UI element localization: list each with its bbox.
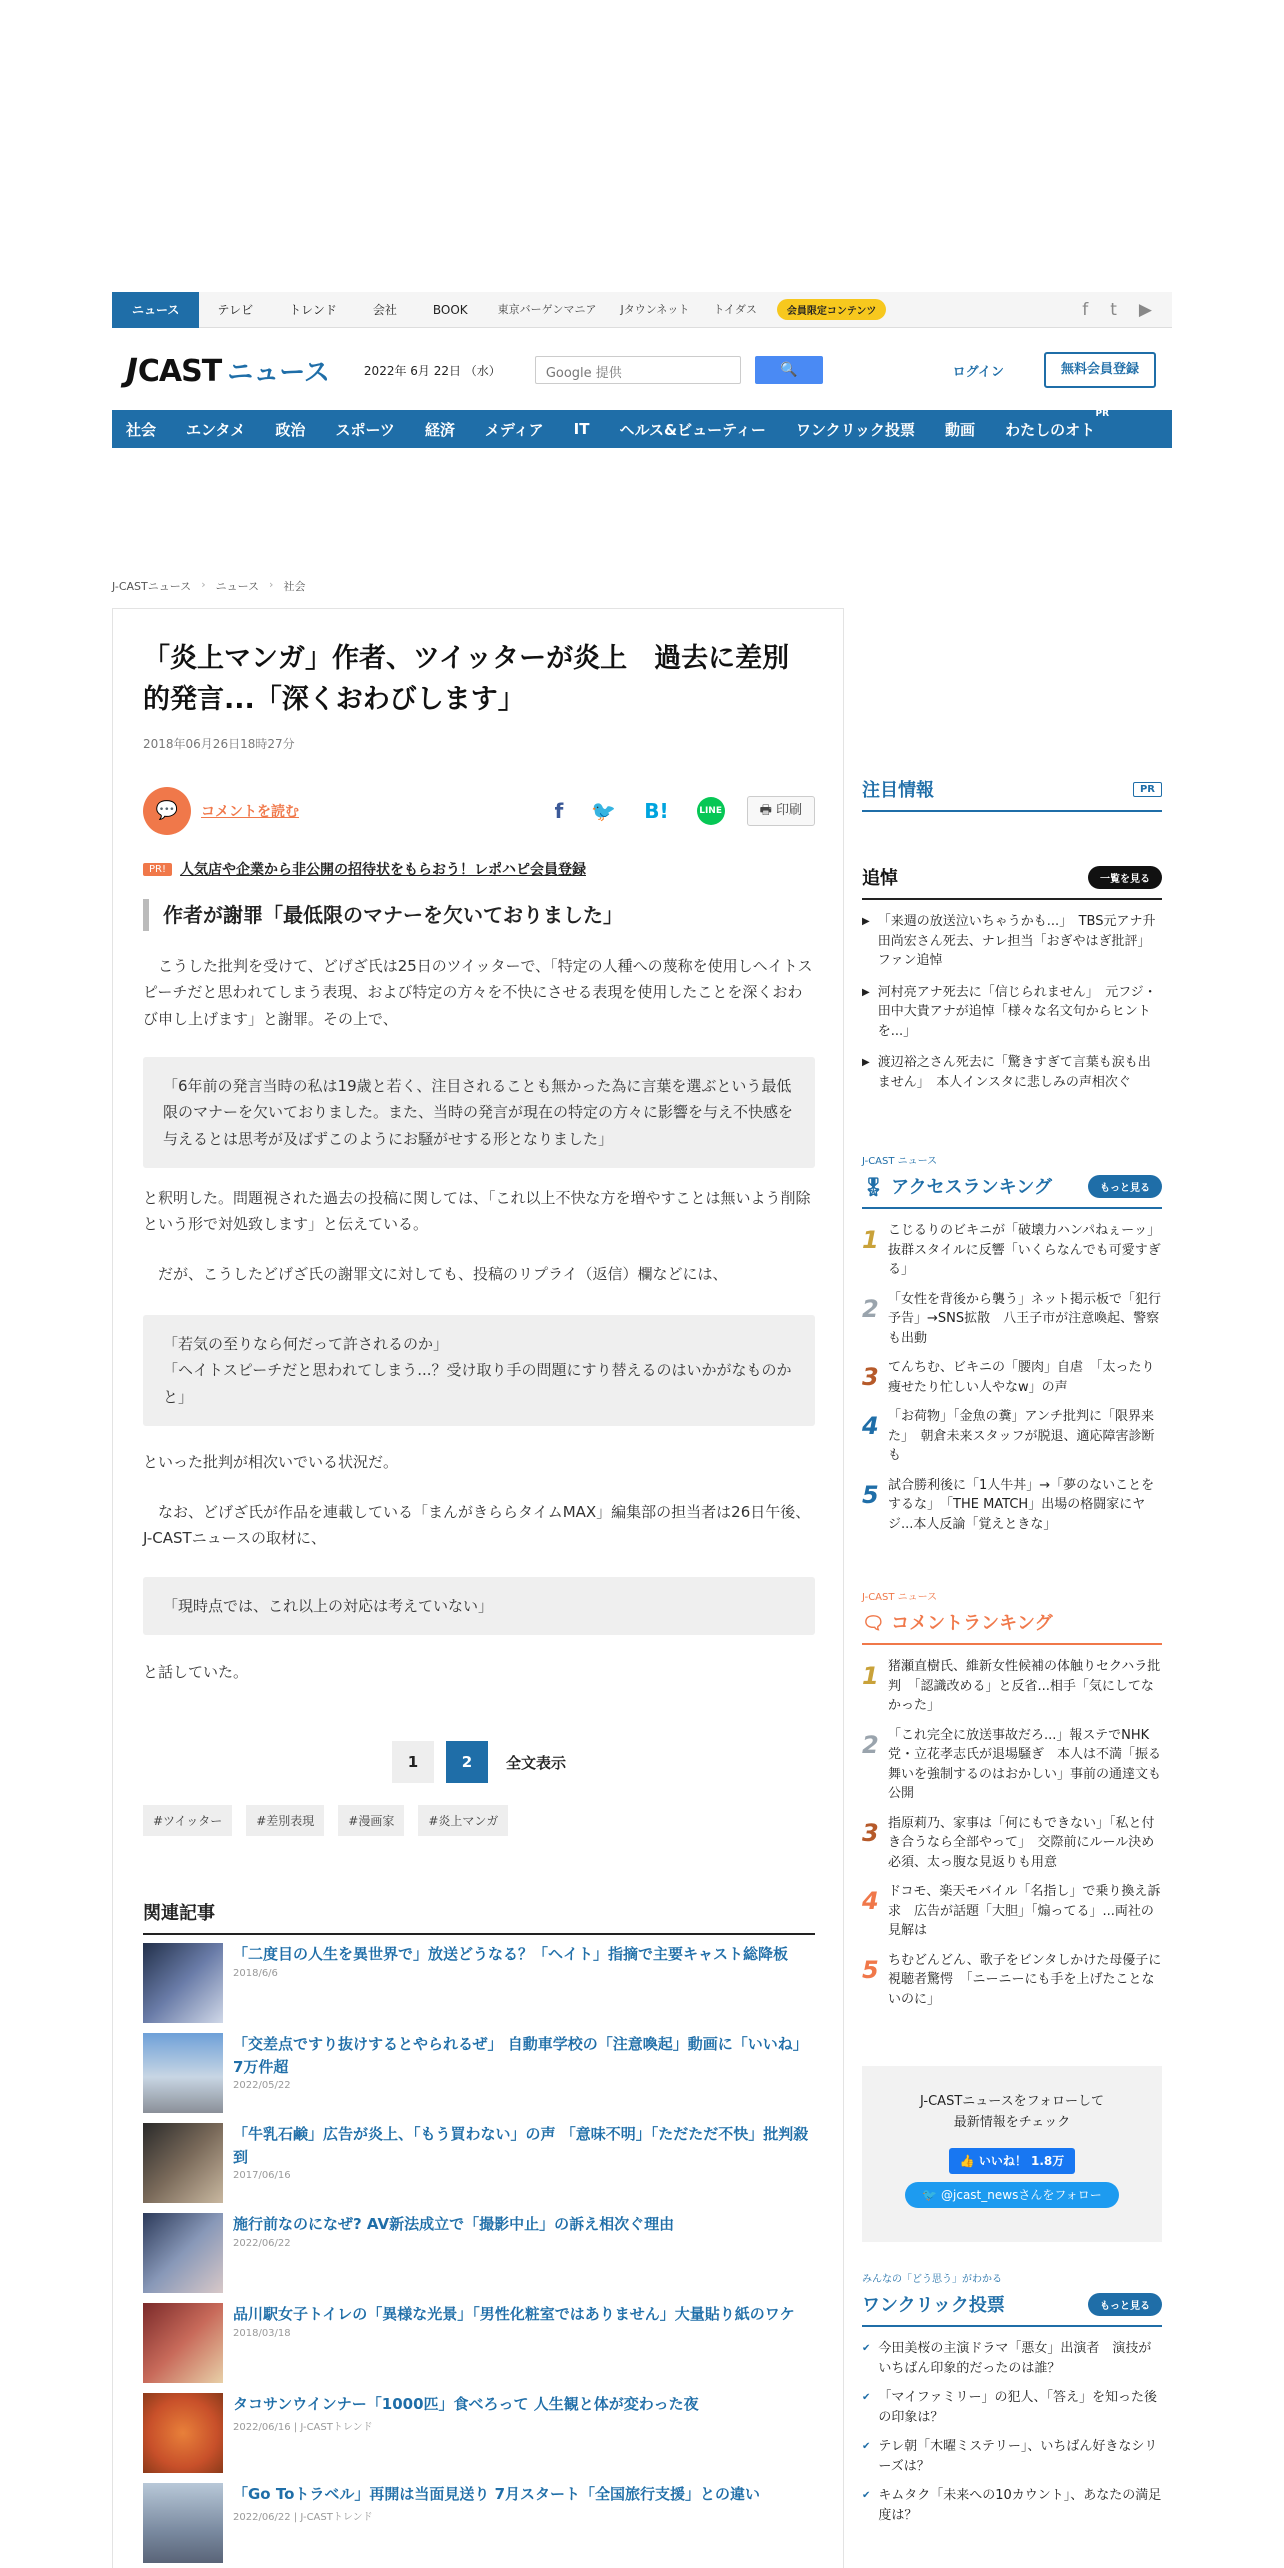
notice-title: 注目情報	[862, 780, 934, 801]
rank-text: 猪瀬直樹氏、維新女性候補の体触りセクハラ批判 「認識改める」と反省...相手「気にしてなかった」	[888, 1659, 1161, 1713]
pr-tag: PR	[1095, 408, 1110, 419]
cat-video[interactable]: 動画	[945, 420, 976, 439]
chat-icon: 🗨	[862, 1613, 885, 1634]
comment-icon[interactable]: 💬	[143, 787, 191, 835]
cat-health[interactable]: ヘルス&ビューティー	[619, 420, 766, 439]
related-heading: 関連記事	[143, 1899, 815, 1935]
related-date: 2022/06/22	[233, 2237, 291, 2249]
related-date: 2017/06/16	[233, 2170, 291, 2181]
facebook-share-icon[interactable]: f	[554, 799, 564, 823]
related-item[interactable]	[143, 2483, 815, 2563]
vote-header	[862, 2291, 1162, 2327]
vote-item-text: キムタク「未来への10カウント」、あなたの満足度は？	[878, 2488, 1162, 2523]
access-eyebrow: J-CAST ニュース	[862, 1156, 938, 1167]
check-icon: ✔	[862, 2392, 871, 2403]
rank-text: 「女性を背後から襲う」ネット掲示板で「犯行予告」→SNS拡散 八王子市が注意喚起、警察も出動	[888, 1291, 1162, 1346]
follow-box	[862, 2066, 1162, 2242]
youtube-icon[interactable]: ▶	[1138, 299, 1152, 320]
tsuitou-header	[862, 864, 1162, 900]
ranking-item[interactable]	[862, 1657, 1162, 1716]
ranking-item[interactable]	[862, 1358, 1162, 1397]
related-title: 「牛乳石鹸」広告が炎上、「もう買わない」の声 「意味不明」「ただただ不快」批判殺到	[233, 2125, 809, 2166]
access-more-button[interactable]: もっと見る	[1088, 1175, 1162, 1198]
related-thumbnail	[143, 1943, 223, 2023]
related-title: 「二度目の人生を異世界で」放送どうなる？「ヘイト」指摘で主要キャスト総降板	[233, 1945, 789, 1963]
topnav-jtown[interactable]: Jタウンネット	[620, 302, 690, 316]
related-title: 「Go Toトラベル」再開は当面見送り 7月スタート「全国旅行支援」との違い	[233, 2485, 761, 2503]
article	[112, 608, 844, 2568]
search-input[interactable]: Google 提供	[535, 356, 741, 384]
comment-eyebrow: J-CAST ニュース	[862, 1592, 938, 1603]
tsuitou-item[interactable]	[862, 983, 1162, 1042]
related-date: 2022/06/16 | J-CASTトレンド	[233, 2421, 373, 2433]
share-bar	[143, 787, 815, 835]
tag[interactable]: #漫画家	[338, 1805, 404, 1836]
ranking-item[interactable]	[862, 1407, 1162, 1466]
notice-pr-tag: PR	[1133, 782, 1162, 797]
tag-list	[143, 1805, 815, 1836]
comment-ranking	[862, 1588, 1162, 2009]
ranking-item[interactable]	[862, 1882, 1162, 1941]
ranking-item[interactable]	[862, 1951, 1162, 2010]
pr-line	[143, 859, 815, 879]
related-item[interactable]	[143, 1943, 815, 2023]
rank-text: ドコモ、楽天モバイル「名指し」で乗り換え訴求 広告が話題「大胆」「煽ってる」...両社の見解は	[888, 1884, 1161, 1938]
rank-number: 5	[862, 1955, 879, 1984]
tsuitou-item[interactable]	[862, 1053, 1162, 1092]
breadcrumb-sep: ›	[269, 578, 274, 591]
hatena-share-icon[interactable]: B!	[644, 799, 669, 823]
breadcrumb-current: 社会	[283, 580, 306, 593]
access-header	[862, 1173, 1162, 1209]
category-bar	[112, 410, 1172, 448]
comment-title	[862, 1609, 1053, 1635]
article-quote	[143, 1315, 815, 1426]
vote-item[interactable]	[862, 2486, 1162, 2525]
related-thumbnail	[143, 2483, 223, 2563]
article-date: 2018年06月26日18時27分	[143, 737, 295, 751]
ranking-item[interactable]	[862, 1221, 1167, 1280]
breadcrumb-sep: ›	[201, 578, 206, 591]
related-title: 施行前なのになぜ? AV新法成立で「撮影中止」の訴え相次ぐ理由	[233, 2215, 675, 2233]
article-paragraph: なお、どげざ氏が作品を連載している「まんがきららタイムMAX」編集部の担当者は26日午後、J-CASTニュースの取材に、	[143, 1503, 811, 1548]
tag[interactable]: #差別表現	[246, 1805, 324, 1836]
rank-number: 3	[862, 1363, 879, 1391]
ranking-item[interactable]	[862, 1726, 1162, 1804]
related-thumbnail	[143, 2303, 223, 2383]
topnav-toidas[interactable]: トイダス	[713, 302, 757, 316]
header	[112, 330, 1172, 410]
notice-section	[862, 776, 1162, 812]
logo-news: ニュース	[227, 358, 330, 388]
twitter-share-icon[interactable]: 🐦	[591, 799, 617, 823]
tsuitou-item[interactable]	[862, 912, 1162, 971]
ranking-item[interactable]	[862, 1476, 1162, 1535]
related-item[interactable]	[143, 2393, 815, 2473]
facebook-like-button[interactable]: 👍 いいね！ 1.8万	[949, 2148, 1075, 2174]
cat-oto-label: わたしのオト	[1005, 420, 1096, 439]
site-logo[interactable]	[126, 351, 330, 389]
check-icon: ✔	[862, 2490, 871, 2501]
article-subhead: 作者が謝罪「最低限のマナーを欠いておりました」	[143, 899, 815, 931]
rank-number: 1	[862, 1226, 879, 1254]
rank-text: 「これ完全に放送事故だろ...」報ステでNHK党・立花孝志氏が退場騒ぎ 本人は不満「振る舞いを強制するのはおかしい」事前の通達文も公開	[888, 1727, 1162, 1801]
cat-media[interactable]: メディア	[484, 420, 544, 439]
bullet-icon: ▶	[862, 986, 870, 998]
login-link[interactable]: ログイン	[952, 364, 1004, 380]
page-2-button[interactable]: 2	[446, 1741, 488, 1783]
related-item[interactable]	[143, 2303, 815, 2383]
cat-entame[interactable]: エンタメ	[186, 420, 246, 439]
access-title-text: アクセスランキング	[891, 1177, 1053, 1198]
topnav-bargain[interactable]: 東京バーゲンマニア	[497, 302, 597, 316]
related-item[interactable]	[143, 2033, 815, 2113]
vote-eyebrow: みんなの「どう思う」がわかる	[862, 2274, 1002, 2285]
tsuitou-more-button[interactable]: 一覧を見る	[1088, 866, 1162, 889]
pr-badge: PR!	[143, 863, 172, 876]
related-title: 「交差点ですり抜けするとやられるぜ」 自動車学校の「注意喚起」動画に「いいね」7万件超	[233, 2035, 808, 2076]
cat-sports[interactable]: スポーツ	[335, 420, 395, 439]
facebook-icon[interactable]: f	[1082, 299, 1089, 320]
related-thumbnail	[143, 2123, 223, 2203]
medal-icon: 🎖	[862, 1177, 885, 1198]
register-button[interactable]: 無料会員登録	[1044, 352, 1156, 388]
twitter-follow-button[interactable]: 🐦 @jcast_newsさんをフォロー	[905, 2182, 1119, 2208]
article-paragraph: こうした批判を受けて、どげざ氏は25日のツイッターで、「特定の人種への蔑称を使用しヘイトスピーチだと思われてしまう表現、および特定の方々を不快にさせる表現を使用したことを深くおわび申し上げます」と謝罪。その上で、	[143, 957, 813, 1028]
line-share-icon[interactable]: LINE	[697, 797, 725, 825]
vote-item[interactable]	[862, 2388, 1162, 2427]
article-paragraph: と釈明した。問題視された過去の投稿に関しては、「これ以上不快な方を増やすことは無いよう削除という形で対処致します」と伝えている。	[143, 1189, 811, 1234]
rank-number: 1	[862, 1662, 879, 1690]
search-button[interactable]	[755, 356, 823, 384]
check-icon: ✔	[862, 2441, 871, 2452]
tsuitou-item-text: 河村亮アナ死去に「信じられません」 元フジ・田中大貴アナが追悼「様々な名文句からヒントを...」	[877, 984, 1157, 1039]
cat-vote[interactable]: ワンクリック投票	[795, 420, 916, 439]
tsuitou-section	[862, 864, 1162, 1092]
rank-text: こじるりのビキニが「破壊力ハンパねぇーッ」 抜群スタイルに反響「いくらなんでも可愛すぎる」	[888, 1223, 1167, 1277]
cat-oto[interactable]	[1005, 408, 1110, 440]
vote-item[interactable]	[862, 2437, 1162, 2476]
notice-header	[862, 776, 1162, 812]
breadcrumb	[112, 578, 305, 594]
print-button[interactable]: 🖶 印刷	[747, 796, 815, 826]
related-date: 2022/06/22 | J-CASTトレンド	[233, 2511, 373, 2523]
vote-section	[862, 2270, 1162, 2525]
bullet-icon: ▶	[862, 916, 870, 927]
related-title: タコサンウインナー「1000匹」食べろって 人生観と体が変わった夜	[233, 2395, 699, 2413]
related-thumbnail	[143, 2213, 223, 2293]
article-quote: 「6年前の発言当時の私は19歳と若く、注目されることも無かった為に言葉を選ぶという最低限のマナーを欠いておりました。また、当時の発言が現在の特定の方々に影響を与え不快感を与えるとは思考が及ばずこのようにお騒がせする形となりました」	[143, 1057, 815, 1168]
pagination	[143, 1741, 815, 1783]
read-comments-link[interactable]: コメントを読む	[201, 804, 299, 820]
article-title: 「炎上マンガ」作者、ツイッターが炎上 過去に差別的発言...「深くおわびします」	[143, 643, 790, 715]
quote-line: 「ヘイトスピーチだと思われてしまう...？受け取り手の問題にすり替えるのはいかがなものかと」	[163, 1361, 792, 1406]
tag[interactable]: #炎上マンガ	[418, 1805, 508, 1836]
vote-item-text: 「マイファミリー」の犯人、「答え」を知った後の印象は？	[878, 2390, 1157, 2425]
search-icon: 🔍	[780, 362, 798, 378]
follow-line2: 最新情報をチェック	[953, 2114, 1071, 2130]
comment-title-text: コメントランキング	[891, 1613, 1053, 1634]
logo-cast: CAST	[137, 354, 222, 389]
rank-text: 試合勝利後に「1人牛丼」→「夢のないことをするな」 「THE MATCH」出場の格闘家にヤジ...本人反論「覚えときな」	[888, 1477, 1155, 1532]
top-nav	[112, 292, 1172, 328]
comment-header	[862, 1609, 1162, 1645]
access-ranking	[862, 1152, 1167, 1534]
tsuitou-item-text: 「来週の放送泣いちゃうかも...」 TBS元アナ升田尚宏さん死去、ナレ担当「おぎやはぎ批評」ファン追悼	[877, 914, 1156, 968]
topnav-company[interactable]: 会社	[372, 302, 397, 317]
follow-text	[862, 2092, 1162, 2134]
tsuitou-item-text: 渡辺裕之さん死去に「驚きすぎて言葉も涙も出ません」 本人インスタに悲しみの声相次ぐ	[877, 1055, 1151, 1090]
cat-society[interactable]: 社会	[126, 420, 157, 439]
tsuitou-title: 追悼	[862, 868, 898, 889]
pr-link[interactable]: 人気店や企業から非公開の招待状をもらおう！レポハピ会員登録	[180, 862, 586, 878]
related-thumbnail	[143, 2033, 223, 2113]
rank-text: 「お荷物」「金魚の糞」アンチ批判に「限界来た」 朝倉未来スタッフが脱退、適応障害診断も	[888, 1409, 1155, 1463]
rank-number: 2	[862, 1730, 879, 1759]
bullet-icon: ▶	[862, 1057, 870, 1068]
breadcrumb-jcast[interactable]: J-CASTニュース	[112, 580, 192, 593]
cat-politics[interactable]: 政治	[275, 420, 306, 439]
search-form	[535, 356, 823, 384]
page-1-button[interactable]: 1	[392, 1741, 434, 1783]
related-date: 2022/05/22	[233, 2080, 291, 2091]
related-item[interactable]	[143, 2213, 815, 2293]
vote-item-text: 今田美桜の主演ドラマ「悪女」出演者 演技がいちばん印象的だったのは誰？	[878, 2341, 1152, 2376]
breadcrumb-news[interactable]: ニュース	[215, 580, 260, 593]
rank-number: 2	[862, 1294, 879, 1323]
twitter-icon[interactable]: t	[1110, 299, 1117, 320]
ranking-item[interactable]	[862, 1814, 1162, 1873]
related-date: 2018/6/6	[233, 1967, 278, 1979]
rank-number: 4	[862, 1412, 879, 1440]
tag[interactable]: #ツイッター	[143, 1805, 232, 1836]
access-title	[862, 1173, 1052, 1199]
social-links	[1082, 300, 1172, 320]
rank-number: 3	[862, 1818, 879, 1847]
vote-item-text: テレ朝「木曜ミステリー」、いちばん好きなシリーズは？	[878, 2439, 1158, 2474]
vote-more-button[interactable]: もっと見る	[1088, 2293, 1162, 2316]
related-date: 2018/03/18	[233, 2327, 291, 2339]
cat-it[interactable]: IT	[573, 420, 590, 438]
topnav-news[interactable]: ニュース	[112, 292, 199, 328]
current-date: 2022年 6月 22日 （水）	[363, 363, 501, 378]
show-all-link[interactable]: 全文表示	[505, 1753, 566, 1772]
article-quote: 「現時点では、これ以上の対応は考えていない」	[143, 1577, 815, 1635]
rank-text: ちむどんどん、歌子をビンタしかけた母優子に視聴者驚愕 「ニーニーにも手を上げたことないのに」	[888, 1952, 1162, 2007]
article-paragraph: といった批判が相次いでいる状況だ。	[143, 1453, 399, 1471]
member-content-button[interactable]: 会員限定コンテンツ	[777, 299, 887, 320]
sns-buttons	[555, 797, 725, 825]
rank-text: てんちむ、ビキニの「腰肉」自虐 「太ったり痩せたり忙しい人やなw」の声	[888, 1360, 1155, 1395]
related-thumbnail	[143, 2393, 223, 2473]
article-paragraph: と話していた。	[143, 1663, 249, 1681]
rank-number: 4	[862, 1887, 879, 1915]
topnav-book[interactable]: BOOK	[432, 302, 468, 317]
ranking-item[interactable]	[862, 1290, 1162, 1349]
vote-title: ワンクリック投票	[862, 2295, 1005, 2316]
vote-item[interactable]	[862, 2339, 1162, 2378]
topnav-trend[interactable]: トレンド	[289, 302, 337, 317]
check-icon: ✔	[862, 2343, 871, 2354]
rank-text: 指原莉乃、家事は「何にもできない」「私と付き合うなら全部やって」 交際前にルール決め必須、太っ腹な見返りも用意	[888, 1815, 1155, 1870]
related-item[interactable]	[143, 2123, 815, 2203]
logo-j: J	[126, 351, 138, 389]
related-title: 品川駅女子トイレの「異様な光景」「男性化粧室ではありません」大量貼り紙のワケ	[233, 2305, 795, 2323]
cat-economy[interactable]: 経済	[424, 420, 455, 439]
follow-line1: J-CASTニュースをフォローして	[920, 2094, 1104, 2109]
article-paragraph: だが、こうしたどげざ氏の謝罪文に対しても、投稿のリプライ（返信）欄などには、	[143, 1265, 728, 1283]
quote-line: 「若気の至りなら何だって許されるのか」	[163, 1335, 449, 1353]
rank-number: 5	[862, 1480, 879, 1509]
topnav-tv[interactable]: テレビ	[217, 302, 254, 317]
